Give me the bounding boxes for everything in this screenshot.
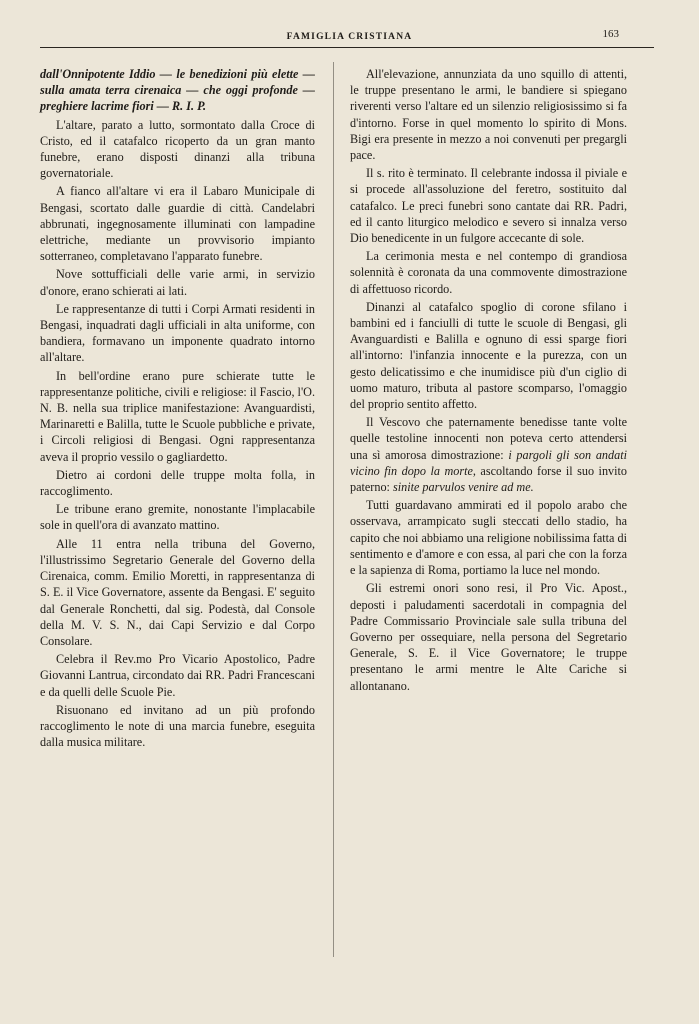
paragraph: Gli estremi onori sono resi, il Pro Vic. Apost., deposti i paludamenti sacerdotali in compagnia del Padre Commissario Provinciale sale sulla tribuna del Governo per ossequiare, nella persona del Segretario Generale, S. E. il Vice Governatore; le truppe presentano le armi mentre le Alte Cariche si allontanano. bbox=[350, 581, 627, 693]
paragraph: Tutti guardavano ammirati ed il popolo arabo che osservava, arrampicato sugli steccati dello stadio, ha capito che noi abbiamo una religione nobilissima fatta di sentimento e d'amore e con essa, al pari che con la forza e la sapienza di Roma, portiamo la luce nel mondo. bbox=[350, 498, 627, 578]
left-column bbox=[40, 66, 315, 752]
paragraph: In bell'ordine erano pure schierate tutte le rappresentanze politiche, civili e religiose: il Fascio, l'O. N. B. nella sua triplice manifestazione: Avanguardisti, Marinaretti e Balilla, tutte le Scuole pubbliche e private, i Circoli religiosi di Bengasi. Ogni rappresentanza aveva il proprio vessilo o gagliardetto. bbox=[40, 368, 315, 464]
paragraph: La cerimonia mesta e nel contempo di grandiosa solennità è coronata da una commovente dimostrazione di affettuoso ricordo. bbox=[350, 249, 627, 296]
paragraph: Le rappresentanze di tutti i Corpi Armati residenti in Bengasi, inquadrati dagli ufficiali in alta uniforme, con bandiera, formavano un imponente quadrato intorno all'altare. bbox=[40, 301, 315, 365]
paragraph: Risuonano ed invitano ad un più profondo raccoglimento le note di una marcia funebre, eseguita dalla musica militare. bbox=[40, 702, 315, 750]
header-rule bbox=[40, 47, 654, 48]
paragraph: Dietro ai cordoni delle truppe molta folla, in raccoglimento. bbox=[40, 467, 315, 499]
italic-quote: i pargoli gli son andati vicino fin dopo la morte bbox=[350, 447, 627, 478]
paragraph: A fianco all'altare vi era il Labaro Municipale di Bengasi, scortato dalle guardie di città. Candelabri abbrunati, ingegnosamente illuminati con lampadine elettriche, mediante un provvisorio impianto sotterraneo, completavano l'apparato funebre. bbox=[40, 184, 315, 264]
paragraph: Dinanzi al catafalco spoglio di corone sfilano i bambini ed i fanciulli di tutte le scuole di Bengasi, gli Avanguardisti e Balilla e ognuno di essi sparge fiori all'intorno: l'infanzia innocente e la purezza, con un gesto delicatissimo e che inumidisce più d'un ciglio di uomo maturo, tributa al pastore scomparso, l'omaggio del proprio sentito affetto. bbox=[350, 299, 627, 412]
paragraph: Le tribune erano gremite, nonostante l'implacabile sole in quell'ora di avanzato mattino. bbox=[40, 502, 315, 533]
paragraph: Nove sottufficiali delle varie armi, in servizio d'onore, erano schierati ai lati. bbox=[40, 267, 315, 298]
paragraph-text: Il Vescovo che paternamente benedisse tante volte quelle testoline innocenti non poteva certo attendersi una sì amorosa dimostrazione: bbox=[350, 415, 627, 462]
paragraph: All'elevazione, annunziata da uno squillo di attenti, le truppe presentano le armi, le bandiere si spiegano riverenti verso l'altare ed un silenzio religiosissimo si fa d'intorno. Forse in quel momento lo spirito di Mons. Bigi era presente in mezzo a noi convenuti per pregargli pace. bbox=[350, 67, 627, 163]
paragraph: Alle 11 entra nella tribuna del Governo, l'illustrissimo Segretario Generale del Governo della Cirenaica, comm. Emilio Moretti, in rappresentanza di S. E. il Vice Governatore, assente da Bengasi. E' seguito dal Generale Ronchetti, dal sig. Podestà, dal Console della M. V. S. N., dai Capi Servizio e dal Corpo Consolare. bbox=[40, 536, 315, 648]
paragraph bbox=[350, 414, 627, 495]
column-divider bbox=[333, 62, 334, 957]
paragraph-text: , ascoltando forse il suo invito paterno: bbox=[350, 463, 628, 495]
right-column bbox=[350, 66, 627, 696]
paragraph: Celebra il Rev.mo Pro Vicario Apostolico, Padre Giovanni Lantrua, circondato dai RR. Padri Francescani e da quelli delle Scuole Pie. bbox=[40, 652, 315, 699]
paragraph: L'altare, parato a lutto, sormontato dalla Croce di Cristo, ed il catafalco ricoperto da un gran manto funebre, erano disposti dinanzi alla tribuna governatoriale. bbox=[40, 117, 315, 181]
paragraph: dall'Onnipotente Iddio — le benedizioni più elette — sulla amata terra cirenaica — che oggi profonde — preghiere lacrime fiori — R. I. P. bbox=[40, 67, 315, 114]
running-title: FAMIGLIA CRISTIANA bbox=[286, 32, 413, 42]
page-number: 163 bbox=[602, 28, 619, 40]
latin-quote: sinite parvulos venire ad me. bbox=[392, 480, 534, 495]
paragraph: Il s. rito è terminato. Il celebrante indossa il piviale e si procede all'assoluzione del feretro, sostituito dal catafalco. Le preci funebri sono cantate dai RR. Padri, ed il canto liturgico melodico e severo si innalza verso Dio benedicente in un fulgore accecante di sole. bbox=[350, 166, 627, 246]
